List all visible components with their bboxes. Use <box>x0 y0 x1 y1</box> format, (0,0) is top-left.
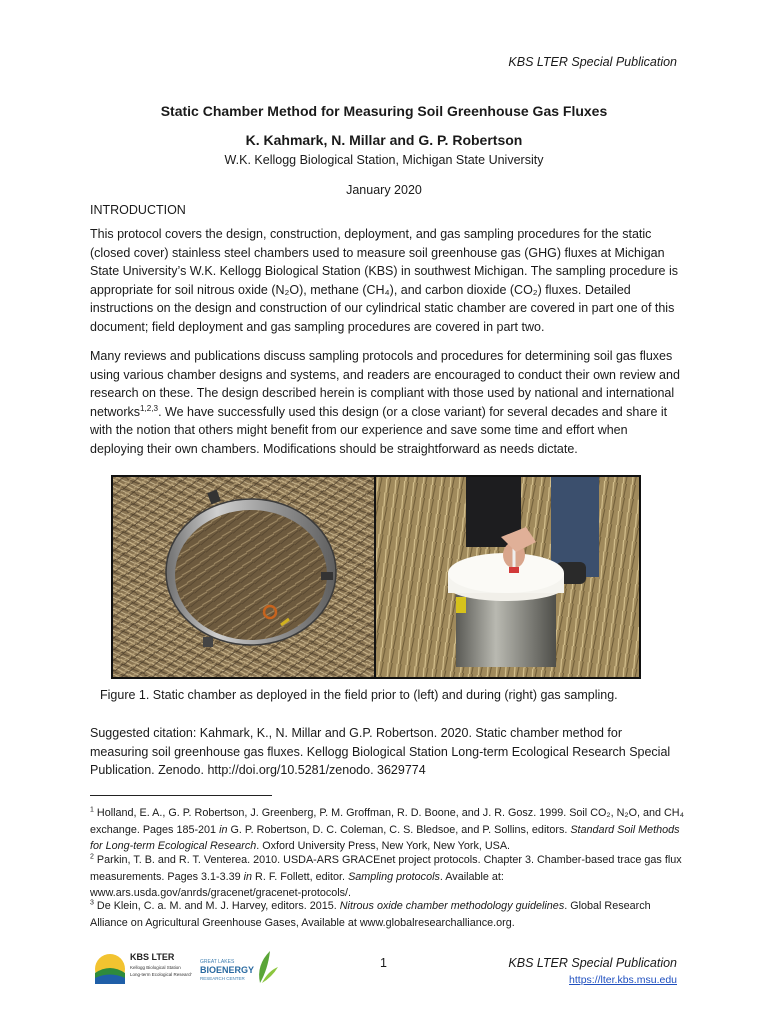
running-header: KBS LTER Special Publication <box>508 55 677 69</box>
footnote-divider <box>90 795 272 796</box>
affiliation: W.K. Kellogg Biological Station, Michigan State University <box>224 153 544 167</box>
section-heading: INTRODUCTION <box>90 203 186 217</box>
publication-date: January 2020 <box>346 183 422 197</box>
footnote-refs: 1,2,3 <box>140 403 159 413</box>
svg-text:GREAT LAKES: GREAT LAKES <box>200 959 235 965</box>
svg-text:KBS LTER: KBS LTER <box>130 952 175 962</box>
page-number: 1 <box>380 956 387 970</box>
kbs-lter-logo <box>92 947 192 987</box>
figure-photo-gas-sampling <box>374 475 641 679</box>
footnote-1: $^1$ Holland, E. A., G. P. Robertson, J. Greenberg, P. M. Groffman, R. D. Boone, and J. R. Gosz. 1999. Soil CO₂, N₂O, and CH₄ exchange. Pages 185-201 in G. P. Robertson, D. C. Coleman, C. S. Bledsoe, and P. Sollins, editors. Standard Soil Methods for Long-term Ecological Research. Oxford University Press, New York, New York, USA. <box>90 806 684 852</box>
svg-text:Long-term Ecological Research: Long-term Ecological Research <box>130 972 192 977</box>
footer-website-link[interactable]: https://lter.kbs.msu.edu <box>569 974 677 986</box>
footer-publication: KBS LTER Special Publication <box>508 956 677 970</box>
figure-caption: Figure 1. Static chamber as deployed in the field prior to (left) and during (right) gas sampling. <box>100 688 618 702</box>
figure-photo-chamber-ring <box>111 475 378 679</box>
document-title: Static Chamber Method for Measuring Soil Greenhouse Gas Fluxes <box>160 103 608 119</box>
glbrc-bioenergy-logo <box>198 945 280 987</box>
intro-paragraph-1: This protocol covers the design, construction, deployment, and gas sampling procedures for the static (closed cover) stainless steel chambers used to measure soil greenhouse gas (GHG) fluxes at Michigan State University’s W.K. Kellogg Biological Station (KBS) in southwest Michigan. The sampling procedure is appropriate for soil nitrous oxide (N₂O), methane (CH₄), and carbon dioxide (CO₂) fluxes. Detailed instructions on the design and construction of our cylindrical static chamber are covered in part one of this document; field deployment and gas sampling procedures are covered in part two. <box>90 227 679 334</box>
svg-text:BIOENERGY: BIOENERGY <box>200 965 255 975</box>
authors: K. Kahmark, N. Millar and G. P. Robertson <box>245 132 523 148</box>
footnote-2: $^2$ Parkin, T. B. and R. T. Venterea. 2010. USDA-ARS GRACEnet project protocols. Chapter 3. Chamber-based trace gas flux measurements. Pages 3.1-3.39 in R. F. Follett, editor. Sampling protocols. Available at: www.ars.usda.gov/anrds/gracenet/gracenet-protocols/. <box>90 853 682 899</box>
svg-text:RESEARCH CENTER: RESEARCH CENTER <box>200 976 245 981</box>
footnote-3: $^3$ De Klein, C. a. M. and M. J. Harvey, editors. 2015. Nitrous oxide chamber methodology guidelines. Global Research Alliance on Agricultural Greenhouse Gases, Available at www.globalresearchalliance.org. <box>90 899 651 929</box>
svg-text:Kellogg Biological Station: Kellogg Biological Station <box>130 965 181 970</box>
intro-paragraph-2: Many reviews and publications discuss sampling protocols and procedures for determining soil gas fluxes using various chamber designs and systems, and readers are encouraged to conduct their own review and research on these. The design described herein is compliant with those used by national and international networks$^{1,2,3}$. We have successfully used this design (or a close variant) for several decades and share it with the notion that others might benefit from our experience and save some time and effort when deploying their own chambers. Modifications should be straightforward as needs dictate. <box>90 349 680 456</box>
suggested-citation: Suggested citation: Kahmark, K., N. Millar and G.P. Robertson. 2020. Static chamber method for measuring soil greenhouse gas fluxes. Kellogg Biological Station Long-term Ecological Research Special Publication. Zenodo. http://doi.org/10.5281/zenodo. 3629774 <box>90 726 671 777</box>
